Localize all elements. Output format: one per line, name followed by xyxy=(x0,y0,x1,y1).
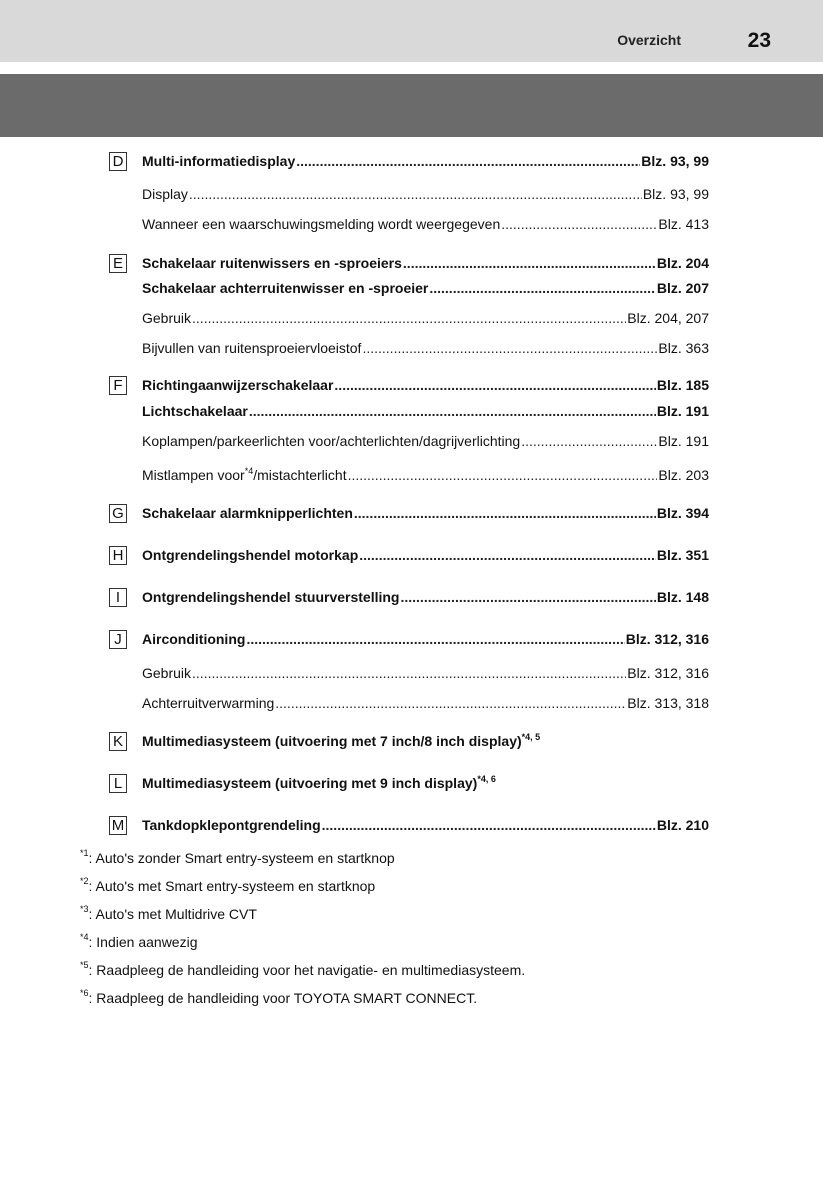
entry-label xyxy=(142,505,353,521)
entry-row xyxy=(142,775,709,791)
callout-letter-j: J xyxy=(109,630,127,649)
page-reference: Blz. 210 xyxy=(656,817,709,833)
footnote-separator: : xyxy=(88,990,97,1006)
footnote-text: Raadpleeg de handleiding voor het navigatie- en multimediasysteem. xyxy=(96,962,526,978)
entry-label-text: Schakelaar achterruitenwisser en -sproeier xyxy=(142,280,429,296)
dot-leader xyxy=(403,255,656,271)
entry-row xyxy=(142,589,709,605)
entry-row xyxy=(142,340,709,356)
page-reference: Blz. 207 xyxy=(656,280,709,296)
footnote xyxy=(80,960,525,978)
entry-label xyxy=(142,631,245,647)
footnote-mark: *6 xyxy=(80,988,89,998)
callout-letter-e: E xyxy=(109,254,127,273)
callout-letter-i: I xyxy=(109,588,127,607)
dot-leader xyxy=(322,817,656,833)
index-entry xyxy=(0,216,823,245)
index-entry xyxy=(0,547,823,576)
entry-label xyxy=(142,340,361,356)
dot-leader xyxy=(400,589,655,605)
page-reference: Blz. 203 xyxy=(658,467,709,483)
entry-label xyxy=(142,775,496,791)
dot-leader xyxy=(296,153,640,169)
index-entry xyxy=(0,153,823,182)
entry-row xyxy=(142,695,709,711)
footnote-text: Auto's met Smart entry-systeem en startknop xyxy=(95,878,376,894)
dot-leader xyxy=(354,505,656,521)
entry-row xyxy=(142,433,709,449)
index-entry xyxy=(0,340,823,369)
footnote xyxy=(80,848,395,866)
header-band xyxy=(0,74,823,137)
footnote-text: Auto's zonder Smart entry-systeem en startknop xyxy=(95,850,395,866)
page-reference: Blz. 313, 318 xyxy=(627,695,709,711)
dot-leader xyxy=(429,280,656,296)
page-reference: Blz. 394 xyxy=(656,505,709,521)
index-entry xyxy=(0,186,823,215)
page-reference: Blz. 312, 316 xyxy=(625,631,709,647)
index-entry xyxy=(0,466,823,496)
entry-label xyxy=(142,733,540,749)
index-entry xyxy=(0,817,823,846)
dot-leader xyxy=(192,310,626,326)
footnote-mark: *1 xyxy=(80,848,89,858)
page-reference: Blz. 191 xyxy=(656,403,709,419)
entry-label xyxy=(142,695,274,711)
footnote-text: Raadpleeg de handleiding voor TOYOTA SMART CONNECT. xyxy=(96,990,478,1006)
entry-label xyxy=(142,216,500,232)
callout-letter-d: D xyxy=(109,152,127,171)
entry-label xyxy=(142,280,428,296)
entry-label-continuation: /mistachterlicht xyxy=(253,467,347,483)
callout-letter-g: G xyxy=(109,504,127,523)
callout-letter-f: F xyxy=(109,376,127,395)
callout-letter-k: K xyxy=(109,732,127,751)
dot-leader xyxy=(334,377,655,393)
index-entry xyxy=(0,695,823,724)
dot-leader xyxy=(189,186,642,202)
entry-label xyxy=(142,186,188,202)
dot-leader xyxy=(501,216,657,232)
callout-letter-h: H xyxy=(109,546,127,565)
entry-label-text: Wanneer een waarschuwingsmelding wordt weergegeven xyxy=(142,216,501,232)
section-title: Overzicht xyxy=(617,32,681,48)
entry-label-text: Lichtschakelaar xyxy=(142,403,248,419)
page-header-bar xyxy=(0,0,823,62)
entry-label-text: Schakelaar alarmknipperlichten xyxy=(142,505,353,521)
entry-row xyxy=(142,255,709,271)
entry-row xyxy=(142,216,709,232)
index-entry xyxy=(0,732,823,762)
footnote-reference: *4, 6 xyxy=(477,774,496,784)
footnote-separator: : xyxy=(88,878,96,894)
entry-label xyxy=(142,255,402,271)
entry-label xyxy=(142,467,347,483)
footnote-separator: : xyxy=(88,906,96,922)
page-reference: Blz. 204 xyxy=(656,255,709,271)
entry-label xyxy=(142,665,191,681)
footnote-separator: : xyxy=(88,850,96,866)
page-number: 23 xyxy=(747,29,771,52)
footnote-text: Auto's met Multidrive CVT xyxy=(95,906,257,922)
footnote-mark: *3 xyxy=(80,904,89,914)
footnote-separator: : xyxy=(88,934,97,950)
page-reference: Blz. 363 xyxy=(658,340,709,356)
entry-label-text: Koplampen/parkeerlichten voor/achterlichten/dagrijverlichting xyxy=(142,433,521,449)
footnote xyxy=(80,904,257,922)
entry-row xyxy=(142,403,709,419)
dot-leader xyxy=(348,467,658,483)
footnote-mark: *2 xyxy=(80,876,89,886)
index-entry xyxy=(0,631,823,660)
entry-label xyxy=(142,547,358,563)
entry-label xyxy=(142,153,295,169)
index-entry xyxy=(0,774,823,804)
dot-leader xyxy=(275,695,626,711)
dot-leader xyxy=(521,433,657,449)
dot-leader xyxy=(362,340,657,356)
entry-label-text: Multimediasysteem (uitvoering met 7 inch/8 inch display) xyxy=(142,733,522,749)
entry-label-text: Airconditioning xyxy=(142,631,246,647)
entry-label-text: Ontgrendelingshendel motorkap xyxy=(142,547,359,563)
entry-label-text: Mistlampen voor xyxy=(142,467,245,483)
index-entry xyxy=(0,310,823,339)
page-reference: Blz. 93, 99 xyxy=(642,186,709,202)
entry-row xyxy=(142,505,709,521)
entry-row xyxy=(142,377,709,393)
dot-leader xyxy=(192,665,626,681)
entry-row xyxy=(142,817,709,833)
callout-letter-m: M xyxy=(109,816,127,835)
entry-row xyxy=(142,733,709,749)
index-entry xyxy=(0,403,823,432)
entry-label xyxy=(142,377,333,393)
entry-label-text: Tankdopklepontgrendeling xyxy=(142,817,321,833)
page-reference: Blz. 351 xyxy=(656,547,709,563)
index-entry xyxy=(0,505,823,534)
page-reference: Blz. 312, 316 xyxy=(627,665,709,681)
footnote-mark: *5 xyxy=(80,960,89,970)
entry-label xyxy=(142,403,248,419)
page-reference: Blz. 413 xyxy=(658,216,709,232)
dot-leader xyxy=(249,403,656,419)
entry-row xyxy=(142,665,709,681)
entry-label-text: Achterruitverwarming xyxy=(142,695,275,711)
footnote-reference: *4, 5 xyxy=(521,732,541,742)
entry-label xyxy=(142,433,520,449)
dot-leader xyxy=(359,547,656,563)
entry-row xyxy=(142,280,709,296)
entry-row xyxy=(142,186,709,202)
footnote-reference: *4 xyxy=(244,466,254,476)
page-reference: Blz. 185 xyxy=(656,377,709,393)
entry-row xyxy=(142,631,709,647)
page-reference: Blz. 204, 207 xyxy=(627,310,709,326)
entry-label xyxy=(142,589,399,605)
index-entry xyxy=(0,665,823,694)
entry-label-text: Gebruik xyxy=(142,665,192,681)
page-reference: Blz. 191 xyxy=(658,433,709,449)
callout-letter-l: L xyxy=(109,774,127,793)
entry-label-text: Gebruik xyxy=(142,310,192,326)
index-entry xyxy=(0,589,823,618)
dot-leader xyxy=(246,631,624,647)
entry-label-text: Multimediasysteem (uitvoering met 9 inch display) xyxy=(142,775,478,791)
entry-row xyxy=(142,467,709,483)
entry-label-text: Display xyxy=(142,186,188,202)
footnote-mark: *4 xyxy=(80,932,89,942)
page-reference: Blz. 93, 99 xyxy=(641,153,709,169)
entry-label-text: Richtingaanwijzerschakelaar xyxy=(142,377,334,393)
entry-label-text: Ontgrendelingshendel stuurverstelling xyxy=(142,589,400,605)
entry-label xyxy=(142,310,191,326)
entry-row xyxy=(142,547,709,563)
footnote-text: Indien aanwezig xyxy=(96,934,198,950)
entry-label-text: Multi-informatiedisplay xyxy=(142,153,296,169)
index-entry xyxy=(0,280,823,309)
entry-row xyxy=(142,310,709,326)
entry-label-text: Bijvullen van ruitensproeiervloeistof xyxy=(142,340,362,356)
footnote-separator: : xyxy=(88,962,97,978)
entry-row xyxy=(142,153,709,169)
footnote xyxy=(80,876,375,894)
entry-label-text: Schakelaar ruitenwissers en -sproeiers xyxy=(142,255,402,271)
index-entry xyxy=(0,433,823,462)
footnote xyxy=(80,932,197,950)
entry-label xyxy=(142,817,321,833)
footnote xyxy=(80,988,477,1006)
page-reference: Blz. 148 xyxy=(656,589,709,605)
